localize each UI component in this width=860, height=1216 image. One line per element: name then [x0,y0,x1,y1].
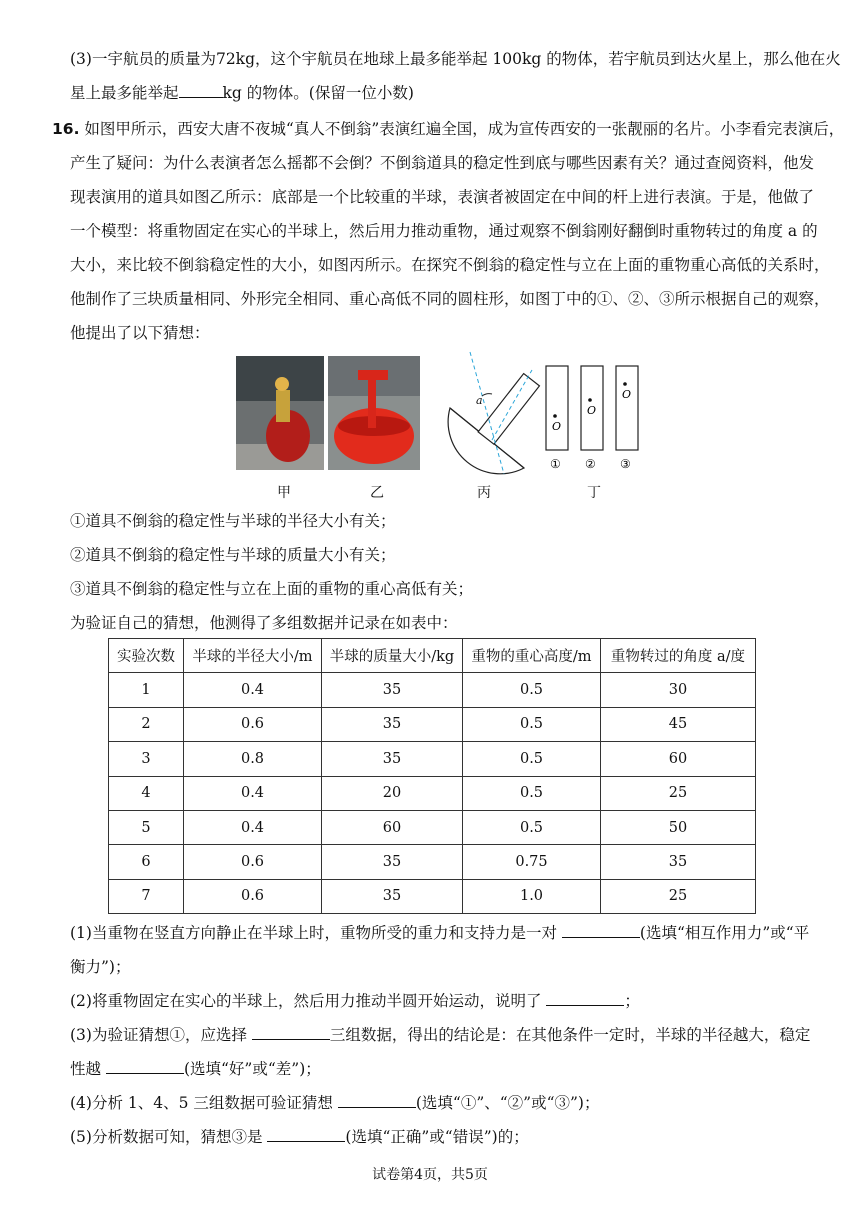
table-cell: 3 [109,742,184,776]
figure-group [236,350,656,500]
mark-label: ① [550,457,561,471]
text-line: 他制作了三块质量相同、外形完全相同、重心高低不同的圆柱形，如图丁中的①、②、③所示根据自己的观察， [70,290,830,308]
question-5: (5)分析数据可知，猜想③是 (选填“正确”或“错误”)的； [70,1128,529,1146]
alpha-label: a [476,394,483,407]
table-cell: 0.6 [184,879,322,913]
caption-ding: 丁 [587,485,601,501]
table-row [109,673,756,707]
table-cell: 50 [601,810,756,844]
table-cell: 0.5 [463,776,601,810]
hypothesis-2: ②道具不倒翁的稳定性与半球的质量大小有关； [70,546,396,564]
question-1: (1)当重物在竖直方向静止在半球上时，重物所受的重力和支持力是一对 (选填“相互作用力”或“平 [70,924,810,942]
table-cell: 0.5 [463,673,601,707]
diagram-bing [430,350,542,476]
table-row [109,810,756,844]
table-cell: 0.75 [463,845,601,879]
photo-prop [328,356,420,470]
table-cell: 5 [109,810,184,844]
table-cell: 6 [109,845,184,879]
question-4: (4)分析 1、4、5 三组数据可验证猜想 (选填“①”、“②”或“③”)； [70,1094,600,1112]
table-header-row [109,639,756,673]
text-line: 产生了疑问：为什么表演者怎么摇都不会倒？不倒翁道具的稳定性到底与哪些因素有关？通过查阅资料，他发 [70,154,815,172]
table-cell: 2 [109,707,184,741]
table-cell: 0.6 [184,845,322,879]
table-row [109,776,756,810]
table-cell: 35 [322,673,463,707]
table-row [109,707,756,741]
text-line: 大小，来比较不倒翁稳定性的大小，如图丙所示。在探究不倒翁的稳定性与立在上面的重物重心高低的关系时， [70,256,830,274]
table-header: 半球的质量大小/kg [322,639,463,673]
table-cell: 35 [322,707,463,741]
table-cell: 0.5 [463,742,601,776]
table-row [109,742,756,776]
question-1-cont: 衡力”)； [70,958,131,976]
table-cell: 20 [322,776,463,810]
table-cell: 0.5 [463,707,601,741]
mark-label: ② [585,457,596,471]
page-footer: 试卷第4页，共5页 [372,1167,488,1183]
table-header: 重物转过的角度 a/度 [601,639,756,673]
answer-blank[interactable] [106,1059,184,1074]
center-label: O [552,420,562,433]
table-row [109,845,756,879]
table-cell: 25 [601,776,756,810]
mark-label: ③ [620,457,631,471]
table-cell: 25 [601,879,756,913]
table-cell: 0.4 [184,776,322,810]
answer-blank[interactable] [546,991,624,1006]
table-row [109,879,756,913]
table-cell: 0.5 [463,810,601,844]
table-cell: 60 [322,810,463,844]
table-cell: 0.8 [184,742,322,776]
table-header: 实验次数 [109,639,184,673]
text-line: 现表演用的道具如图乙所示：底部是一个比较重的半球，表演者被固定在中间的杆上进行表演。于是，他做了 [70,188,815,206]
caption-jia: 甲 [277,485,291,501]
text-line: 他提出了以下猜想： [70,324,210,342]
table-cell: 60 [601,742,756,776]
answer-blank[interactable] [252,1025,330,1040]
caption-yi: 乙 [370,485,384,501]
table-cell: 30 [601,673,756,707]
question-3-cont: 性越 (选填“好”或“差”)； [70,1060,321,1078]
answer-blank[interactable] [179,83,223,98]
data-table [108,638,756,914]
table-cell: 0.4 [184,673,322,707]
table-cell: 1.0 [463,879,601,913]
hypothesis-3: ③道具不倒翁的稳定性与立在上面的重物的重心高低有关； [70,580,474,598]
table-cell: 0.4 [184,810,322,844]
table-header: 半球的半径大小/m [184,639,322,673]
center-label: O [622,388,632,401]
question-number: 16. [52,120,80,138]
table-cell: 1 [109,673,184,707]
text-line: 为验证自己的猜想，他测得了多组数据并记录在如表中： [70,614,458,632]
table-cell: 0.6 [184,707,322,741]
table-cell: 35 [322,845,463,879]
text-line: (3)一宇航员的质量为72kg，这个宇航员在地球上最多能举起 100kg 的物体，若宇航员到达火星上，那么他在火 [70,50,841,68]
hypothesis-1: ①道具不倒翁的稳定性与半球的半径大小有关； [70,512,396,530]
table-cell: 35 [601,845,756,879]
table-cell: 35 [322,742,463,776]
caption-bing: 丙 [477,485,491,501]
table-cell: 4 [109,776,184,810]
text-line: 一个模型：将重物固定在实心的半球上，然后用力推动重物，通过观察不倒翁刚好翻倒时重物转过的角度 a 的 [70,222,818,240]
answer-blank[interactable] [267,1127,345,1142]
diagram-ding [542,350,652,476]
text-line: 星上最多能举起 kg 的物体。(保留一位小数) [70,84,414,102]
photo-performer [236,356,324,470]
table-cell: 7 [109,879,184,913]
text-line: 16. 如图甲所示，西安大唐不夜城“真人不倒翁”表演红遍全国，成为宣传西安的一张靓丽的名片。小李看完表演后， [52,120,845,138]
answer-blank[interactable] [338,1093,416,1108]
question-3: (3)为验证猜想①，应选择 三组数据，得出的结论是：在其他条件一定时，半球的半径越大，稳定 [70,1026,811,1044]
question-2: (2)将重物固定在实心的半球上，然后用力推动半圆开始运动，说明了 ； [70,992,640,1010]
table-header: 重物的重心高度/m [463,639,601,673]
answer-blank[interactable] [562,923,640,938]
table-cell: 35 [322,879,463,913]
table-cell: 45 [601,707,756,741]
center-label: O [587,404,597,417]
